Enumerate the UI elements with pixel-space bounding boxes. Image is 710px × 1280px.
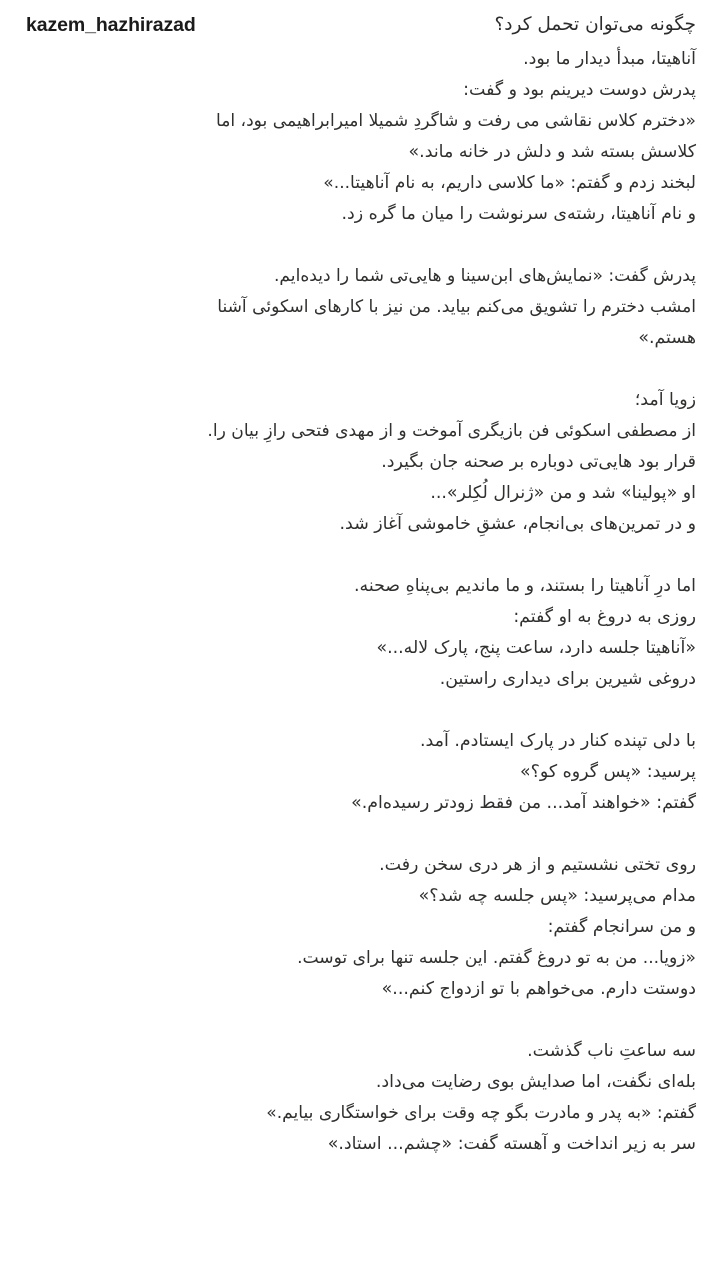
- story-line: پرسید: «پس گروه کو؟»: [520, 762, 696, 782]
- story-line: قرار بود هایی‌تی دوباره بر صحنه جان بگیرد.: [381, 452, 696, 472]
- story-line: هستم.»: [638, 328, 696, 348]
- story-line: دوستت دارم. می‌خواهم با تو ازدواج کنم...»: [381, 979, 696, 999]
- story-paragraph: [22, 385, 696, 540]
- story-line: اما درِ آناهیتا را بستند، و ما ماندیم بی‌پناهِ صحنه.: [353, 576, 696, 596]
- story-line: لبخند زدم و گفتم: «ما کلاسی داریم، به نام آناهیتا...»: [323, 173, 696, 193]
- story-line: گفتم: «به پدر و مادرت بگو چه وقت برای خواستگاری بیایم.»: [266, 1103, 696, 1123]
- page-title: چگونه می‌توان تحمل کرد؟: [494, 14, 696, 35]
- story-line: دروغی شیرین برای دیداری راستین.: [439, 669, 696, 689]
- story-line: و در تمرین‌های بی‌انجام، عشقِ خاموشی آغاز شد.: [339, 514, 696, 534]
- story-paragraph: [22, 726, 696, 819]
- story-line: و من سرانجام گفتم:: [547, 917, 696, 937]
- story-line: زویا آمد؛: [634, 390, 696, 410]
- story-line: سه ساعتِ ناب گذشت.: [527, 1041, 696, 1061]
- story-line: «آناهیتا جلسه دارد، ساعت پنج، پارک لاله...»: [376, 638, 696, 658]
- story-line: گفتم: «خواهند آمد... من فقط زودتر رسیده‌ام.»: [351, 793, 696, 813]
- story-paragraph: [22, 44, 696, 230]
- story-paragraph: [22, 1036, 696, 1160]
- story-line: او «پولینا» شد و من «ژنرال لُکِلر»...: [430, 483, 696, 503]
- story-line: از مصطفی اسکوئی فن بازیگری آموخت و از مهدی فتحی رازِ بیان را.: [207, 421, 696, 441]
- story-paragraph: [22, 261, 696, 354]
- story-line: روی تختی نشستیم و از هر دری سخن رفت.: [379, 855, 696, 875]
- story-line: امشب دخترم را تشویق می‌کنم بیاید. من نیز با کارهای اسکوئی آشنا: [217, 297, 696, 317]
- story-line: کلاسش بسته شد و دلش در خانه ماند.»: [408, 142, 696, 162]
- story-paragraph: [22, 850, 696, 1005]
- story-line: با دلی تپنده کنار در پارک ایستادم. آمد.: [420, 731, 696, 751]
- story-line: و نام آناهیتا، رشته‌ی سرنوشت را میان ما گره زد.: [341, 204, 696, 224]
- story-line: «دخترم کلاس نقاشی می رفت و شاگردِ شمیلا امیرابراهیمی بود، اما: [216, 111, 696, 131]
- story-line: مدام می‌پرسید: «پس جلسه چه شد؟»: [418, 886, 696, 906]
- post-header: [14, 10, 696, 44]
- story-line: پدرش گفت: «نمایش‌های ابن‌سینا و هایی‌تی شما را دیده‌ایم.: [274, 266, 696, 286]
- story-line: روزی به دروغ به او گفتم:: [513, 607, 696, 627]
- story-line: بله‌ای نگفت، اما صدایش بوی رضایت می‌داد.: [375, 1072, 696, 1092]
- story-body: [14, 44, 696, 1160]
- story-line: آناهیتا، مبدأ دیدار ما بود.: [523, 49, 696, 69]
- story-paragraph: [22, 571, 696, 695]
- story-line: سر به زیر انداخت و آهسته گفت: «چشم... استاد.»: [327, 1134, 696, 1154]
- account-username[interactable]: kazem_hazhirazad: [26, 14, 196, 36]
- story-line: پدرش دوست دیرینم بود و گفت:: [463, 80, 696, 100]
- story-line: «زویا... من به تو دروغ گفتم. این جلسه تنها برای توست.: [297, 948, 696, 968]
